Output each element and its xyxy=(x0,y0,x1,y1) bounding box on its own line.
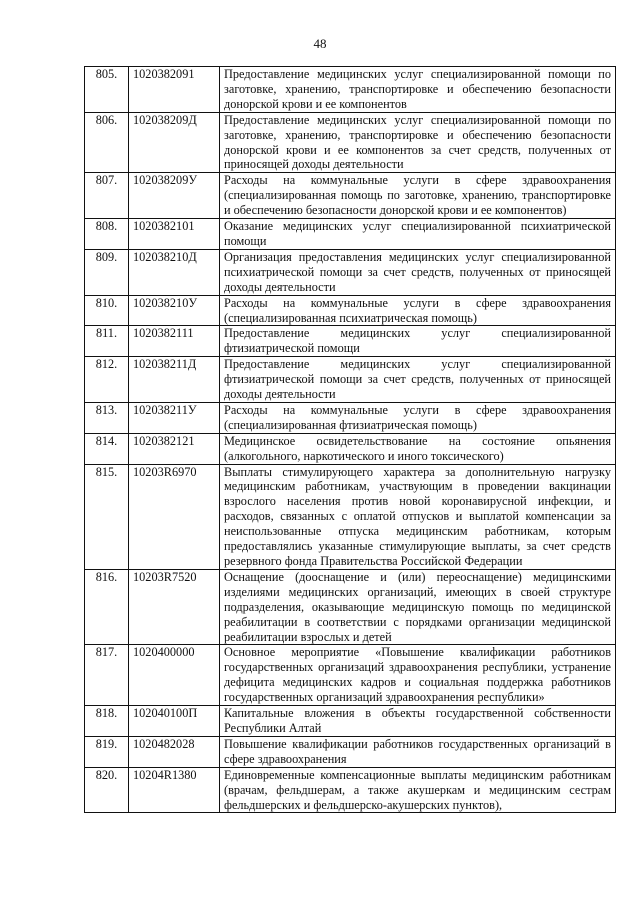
article-description: Предоставление медицинских услуг специализированной помощи по заготовке, хранению, транспортировке и обеспечению безопасности донорской крови и ее компонентов xyxy=(220,67,616,113)
row-number: 807. xyxy=(85,173,129,219)
row-number: 810. xyxy=(85,295,129,326)
article-description: Оснащение (дооснащение и (или) переоснащение) медицинскими изделиями медицинских организаций, имеющих в своей структуре подразделения, оказывающие медицинскую помощь по медицинской реабилитации в соответствии с порядками организации медицинской реабилитации взрослых и детей xyxy=(220,569,616,645)
target-article-code: 10204R1380 xyxy=(129,767,220,813)
table-row xyxy=(85,67,616,113)
row-number: 805. xyxy=(85,67,129,113)
table-row xyxy=(85,736,616,767)
article-description: Расходы на коммунальные услуги в сфере здравоохранения (специализированная психиатрическая помощь) xyxy=(220,295,616,326)
row-number: 808. xyxy=(85,219,129,250)
row-number: 813. xyxy=(85,402,129,433)
target-article-code: 102038210У xyxy=(129,295,220,326)
target-article-code: 1020400000 xyxy=(129,645,220,706)
row-number: 819. xyxy=(85,736,129,767)
page-number: 48 xyxy=(313,36,327,51)
row-number: 806. xyxy=(85,112,129,173)
row-number: 817. xyxy=(85,645,129,706)
table-row xyxy=(85,645,616,706)
target-article-code: 1020382121 xyxy=(129,433,220,464)
target-article-code: 102038211У xyxy=(129,402,220,433)
table-row xyxy=(85,295,616,326)
target-article-code: 102038209Д xyxy=(129,112,220,173)
table-row xyxy=(85,569,616,645)
target-article-code: 10203R7520 xyxy=(129,569,220,645)
row-number: 814. xyxy=(85,433,129,464)
row-number: 812. xyxy=(85,357,129,403)
article-description: Медицинское освидетельствование на состояние опьянения (алкогольного, наркотического и иного токсического) xyxy=(220,433,616,464)
table-row xyxy=(85,402,616,433)
table-row xyxy=(85,767,616,813)
target-article-code: 1020382091 xyxy=(129,67,220,113)
target-article-code: 102038211Д xyxy=(129,357,220,403)
row-number: 809. xyxy=(85,249,129,295)
table-row xyxy=(85,433,616,464)
table-row xyxy=(85,173,616,219)
article-description: Повышение квалификации работников государственных организаций в сфере здравоохранения xyxy=(220,736,616,767)
article-description: Предоставление медицинских услуг специализированной помощи по заготовке, хранению, транспортировке и обеспечению безопасности донорской крови и ее компонентов за счет средств, полученных от приносящей доходы деятельности xyxy=(220,112,616,173)
target-article-code: 102040100П xyxy=(129,706,220,737)
budget-codes-table xyxy=(84,66,616,813)
article-description: Предоставление медицинских услуг специализированной фтизиатрической помощи за счет средств, полученных от приносящей доходы деятельности xyxy=(220,357,616,403)
table-row xyxy=(85,464,616,569)
article-description: Расходы на коммунальные услуги в сфере здравоохранения (специализированная помощь по заготовке, хранению, транспортировке и обеспечению безопасности донорской крови и ее компонентов) xyxy=(220,173,616,219)
target-article-code: 10203R6970 xyxy=(129,464,220,569)
table-row xyxy=(85,249,616,295)
row-number: 816. xyxy=(85,569,129,645)
row-number: 818. xyxy=(85,706,129,737)
table-row xyxy=(85,706,616,737)
article-description: Капитальные вложения в объекты государственной собственности Республики Алтай xyxy=(220,706,616,737)
target-article-code: 102038210Д xyxy=(129,249,220,295)
article-description: Расходы на коммунальные услуги в сфере здравоохранения (специализированная фтизиатрическая помощь) xyxy=(220,402,616,433)
article-description: Оказание медицинских услуг специализированной психиатрической помощи xyxy=(220,219,616,250)
target-article-code: 1020482028 xyxy=(129,736,220,767)
article-description: Организация предоставления медицинских услуг специализированной психиатрической помощи за счет средств, полученных от приносящей доходы деятельности xyxy=(220,249,616,295)
table-body xyxy=(85,67,616,813)
row-number: 811. xyxy=(85,326,129,357)
table-row xyxy=(85,357,616,403)
table-row xyxy=(85,112,616,173)
article-description: Основное мероприятие «Повышение квалификации работников государственных организаций здравоохранения республики, устранение дефицита медицинских кадров и социальная поддержка работников государственных организаций здравоохранения республики» xyxy=(220,645,616,706)
row-number: 815. xyxy=(85,464,129,569)
article-description: Выплаты стимулирующего характера за дополнительную нагрузку медицинским работникам, участвующим в проведении вакцинации взрослого населения против новой коронавирусной инфекции, и расходов, связанных с оплатой отпусков и выплатой компенсации за неиспользованные отпуска медицинским работникам, которым предоставлялись указанные стимулирующие выплаты, за счет средств резервного фонда Правительства Российской Федерации xyxy=(220,464,616,569)
row-number: 820. xyxy=(85,767,129,813)
table-row xyxy=(85,219,616,250)
article-description: Предоставление медицинских услуг специализированной фтизиатрической помощи xyxy=(220,326,616,357)
target-article-code: 102038209У xyxy=(129,173,220,219)
target-article-code: 1020382101 xyxy=(129,219,220,250)
article-description: Единовременные компенсационные выплаты медицинским работникам (врачам, фельдшерам, а также акушеркам и медицинским сестрам фельдшерских и фельдшерско-акушерских пунктов), xyxy=(220,767,616,813)
target-article-code: 1020382111 xyxy=(129,326,220,357)
table-row xyxy=(85,326,616,357)
